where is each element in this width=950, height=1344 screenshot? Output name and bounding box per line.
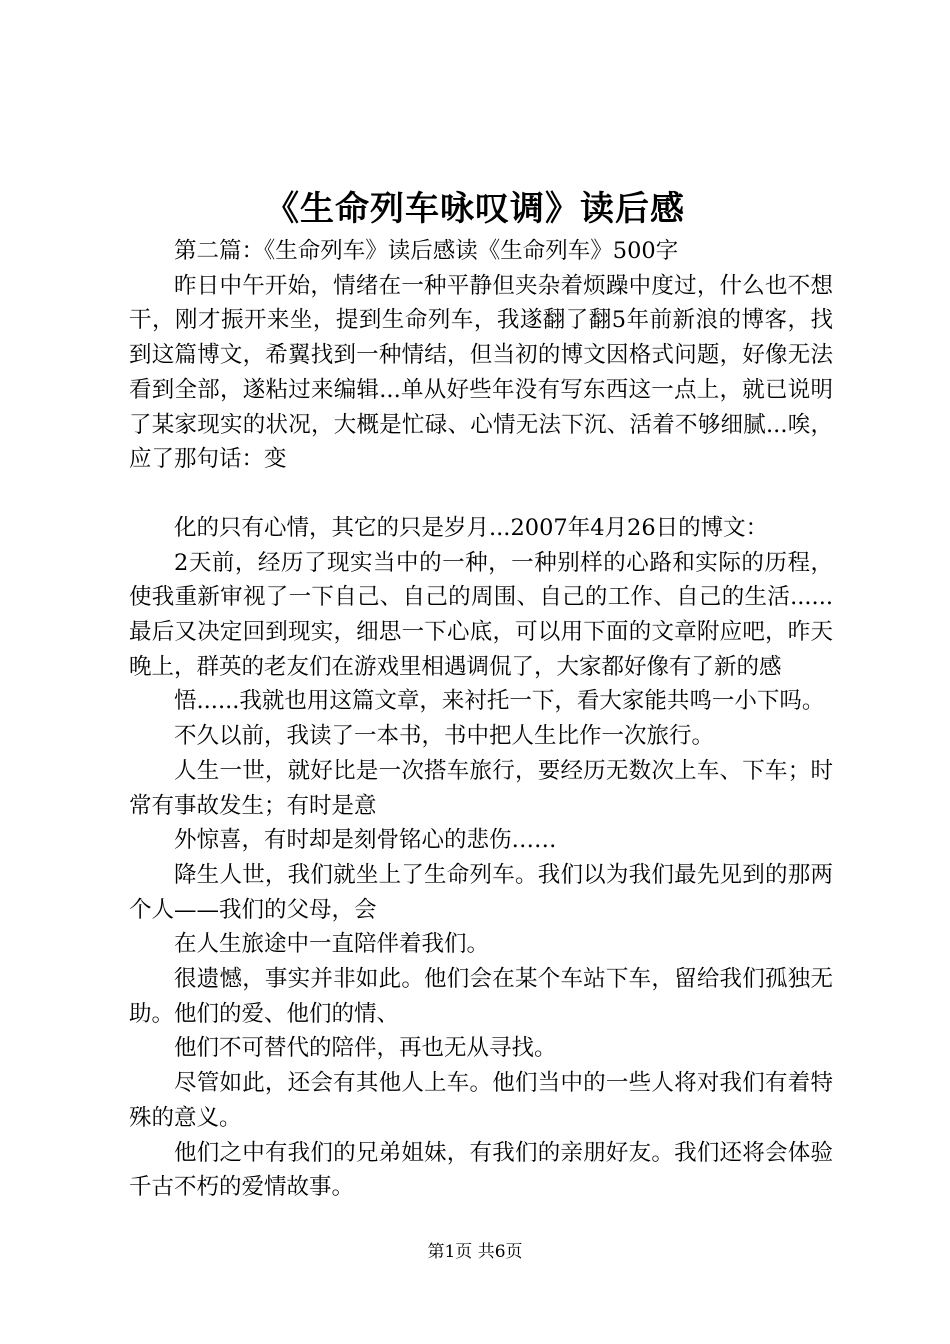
paragraph: 第二篇：《生命列车》读后感读《生命列车》500字 — [174, 238, 679, 264]
paragraph: 降生人世，我们就坐上了生命列车。我们以为我们最先见到的那两个人——我们的父母，会 — [129, 861, 833, 923]
paragraph: 不久以前，我读了一本书，书中把人生比作一次旅行。 — [174, 723, 715, 750]
paragraph: 化的只有心情，其它的只是岁月...2007年4月26日的博文： — [174, 514, 769, 541]
paragraph: 他们之中有我们的兄弟姐妹，有我们的亲朋好友。我们还将会体验千古不朽的爱情故事。 — [129, 1139, 833, 1201]
paragraph: 很遗憾，事实并非如此。他们会在某个车站下车，留给我们孤独无助。他们的爱、他们的情、 — [129, 966, 833, 1027]
paragraph: 2天前，经历了现实当中的一种，一种别样的心路和实际的历程，使我重新审视了一下自己、自己的周围、自己的工作、自己的生活......最后又决定回到现实，细思一下心底，可以用下面的文章附应吧，昨天晚上，群英的老友们在游戏里相遇调侃了，大家都好像有了新的感 — [129, 549, 833, 680]
paragraph: 在人生旅途中一直陪伴着我们。 — [174, 931, 490, 958]
document-body — [129, 234, 833, 1205]
paragraph: 悟......我就也用这篇文章，来衬托一下，看大家能共鸣一小下吗。 — [174, 688, 825, 715]
paragraph: 昨日中午开始，情绪在一种平静但夹杂着烦躁中度过，什么也不想干，刚才振开来坐，提到生命列车，我遂翻了翻5年前新浪的博客，找到这篇博文，希翼找到一种情结，但当初的博文因格式问题，好像无法看到全部，遂粘过来编辑...单从好些年没有写东西这一点上，就已说明了某家现实的状况，大概是忙碌、心情无法下沉、活着不够细腻...唉，应了那句话：变 — [129, 272, 833, 473]
paragraph: 尽管如此，还会有其他人上车。他们当中的一些人将对我们有着特殊的意义。 — [129, 1070, 833, 1131]
page-footer: 第1页 共6页 — [427, 1242, 523, 1262]
paragraph: 他们不可替代的陪伴，再也无从寻找。 — [174, 1035, 557, 1062]
paragraph: 外惊喜，有时却是刻骨铭心的悲伤…… — [174, 827, 557, 854]
document-title: 《生命列车咏叹调》读后感 — [265, 189, 685, 229]
paragraph: 人生一世，就好比是一次搭车旅行，要经历无数次上车、下车；时常有事故发生；有时是意 — [129, 757, 833, 819]
